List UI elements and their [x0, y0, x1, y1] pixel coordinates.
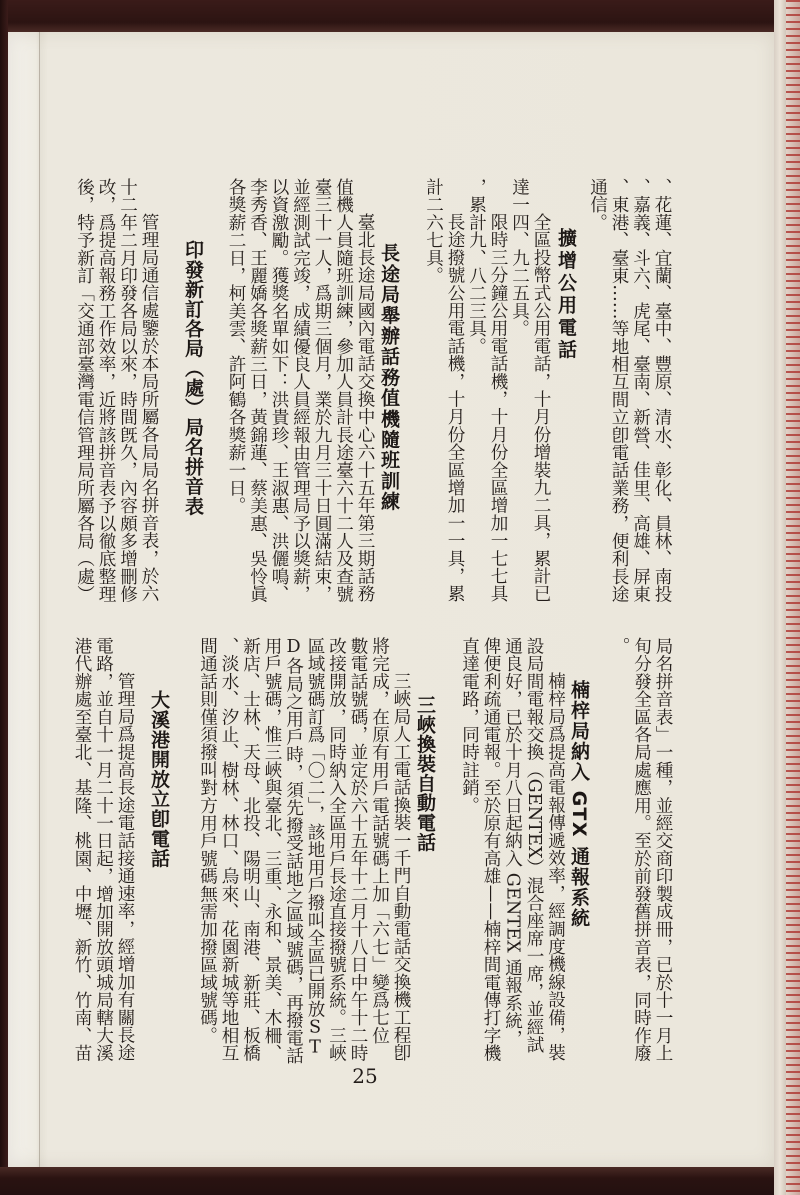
article-heading: 印發新訂各局（處）局名拼音表 — [182, 240, 204, 516]
book-page-edges — [774, 0, 786, 1195]
text-column: 改，爲提高報務工作效率，近將該拼音表予以徹底整理 — [96, 178, 116, 603]
text-column: 、花蓮、宜蘭、臺中、豐原、清水、彰化、員林、南投 — [652, 178, 672, 603]
text-column: ，累計九、八二三具。 — [466, 178, 487, 355]
upright-latin-letters: ST — [305, 1017, 325, 1058]
text-column: 李秀香、王麗嬌各獎薪三日，黃錦蓮、蔡美惠、吳怜眞 — [247, 178, 268, 603]
text-column: 、東港、臺東……等地相互間立卽電話業務，便利長途 — [609, 178, 629, 603]
article-heading: 楠梓局納入 GTX 通報系統 — [568, 680, 590, 929]
text-column: 旬分發全區各局處應用。至於前發舊拼音表，同時作廢 — [631, 637, 652, 1062]
book-red-edge — [786, 0, 800, 1195]
text-column: 十二年二月印發各局以來，時間旣久，內容頗多增刪修 — [117, 178, 138, 603]
text-column: 通良好，已於十月八日起納入 GENTEX 通報系統， — [502, 637, 523, 1047]
text-column: 、嘉義、斗六、虎尾、臺南、新營、佳里、高雄、屏東 — [630, 178, 651, 603]
text-column: 達一四、九二五具。 — [509, 178, 530, 338]
text-column: 將完成，在原有用戶電話號碼上加「六七」變爲七位 — [369, 637, 390, 1045]
text-column: 全區投幣式公用電話，十月份增裝九二具，累計已 — [531, 213, 551, 603]
text-column: 通信。 — [587, 178, 608, 232]
text-column: 長途撥號公用電話機，十月份全區增加一一具，累 — [445, 213, 465, 603]
text-column: D各局之用戶時，須先撥受話地之區域號碼，再撥電話 — [283, 637, 304, 1065]
text-column: 設局間電報交換（GENTEX）混合座席一席，並經試 — [524, 637, 544, 1054]
upright-latin-letters: D — [283, 637, 304, 658]
text-column: 臺三十一人，爲期三個月，業於九月三十日圓滿結束， — [312, 178, 332, 603]
text-column: 局名拼音表」一種，並經交商印製成冊，已於十一月上 — [653, 637, 673, 1062]
text-column: 數電話號碼，並定於六十五年十二月十八日中午十二時 — [348, 637, 368, 1062]
text-column: 港代辦處至臺北、基隆、桃園、中壢、新竹、竹南、苗 — [72, 637, 92, 1062]
text-column: 俾便利疏通電報。至於原有高雄——楠梓間電傳打字機 — [481, 637, 501, 1062]
article-heading: 擴增公用電話 — [555, 228, 577, 362]
text-column: 三峽局人工電話換裝一千門自動電話交換機工程卽 — [391, 672, 411, 1062]
text-column: 間通話則僅須撥叫對方用戶號碼無需加撥區域號碼。 — [197, 637, 218, 1045]
book-binding-left-edge — [0, 0, 8, 1195]
text-column: 、淡水、汐止、樹林、林口、烏來、花園新城等地相互 — [219, 637, 239, 1062]
text-column: 並經測試完竣，成績優良人員經報由管理局予以獎薪， — [290, 178, 311, 603]
page-number: 25 — [352, 1064, 378, 1088]
book-cover-bottom-edge — [0, 1167, 774, 1195]
article-heading: 長途局舉辦話務值機隨班訓練 — [378, 243, 400, 513]
text-column: 以資激勵。獲獎名單如下：洪貴珍、王淑惠、洪儷鳴、 — [269, 178, 289, 603]
text-column: 後，特予新訂「交通部臺灣電信管理局所屬各局（處） — [74, 178, 95, 603]
text-column: 區域號碼訂爲「〇二」，該地用戶撥叫全區已開放ST — [305, 637, 325, 1058]
text-column: 電路，並自十一月二十一日起，增加開放頭城局轄大溪 — [93, 637, 114, 1062]
gutter-crease — [39, 32, 40, 1167]
article-heading: 大溪港開放立卽電話 — [148, 690, 170, 869]
text-column: 臺北長途局國內電話交換中心六十五年第三期話務 — [355, 213, 375, 603]
text-column: 改接開放，同時納入全區用戶長途直接撥號系統。三峽 — [326, 637, 347, 1062]
text-column: 用戶號碼，惟三峽與臺北、三重、永和、景美、木柵、 — [262, 637, 282, 1062]
text-column: 直達電路，同時註銷。 — [459, 637, 480, 814]
text-column: 。 — [610, 637, 630, 655]
text-column: 限時三分鐘公用電話機，十月份全區增加一七七具 — [488, 213, 508, 603]
text-column: 值機人員隨班訓練，參加人員計長途臺六十二人及查號 — [333, 178, 354, 603]
text-column: 新店、士林、天母、北投、陽明山、南港、新莊、板橋 — [240, 637, 261, 1062]
text-column: 管理局爲提高長途電話接通速率，經增加有關長途 — [115, 672, 135, 1062]
text-column: 各獎薪二日，柯美雲、許阿鶴各獎薪一日。 — [226, 178, 246, 515]
book-cover-top-edge — [0, 0, 774, 32]
text-column: 管理局通信處鑒於本局所屬各局局名拼音表，於六 — [139, 213, 159, 603]
article-heading: 三峽換裝自動電話 — [414, 695, 436, 852]
text-column: 楠梓局爲提高電報傳遞效率，經調度機線設備，裝 — [545, 672, 566, 1062]
text-column: 計二六七具。 — [423, 178, 444, 285]
